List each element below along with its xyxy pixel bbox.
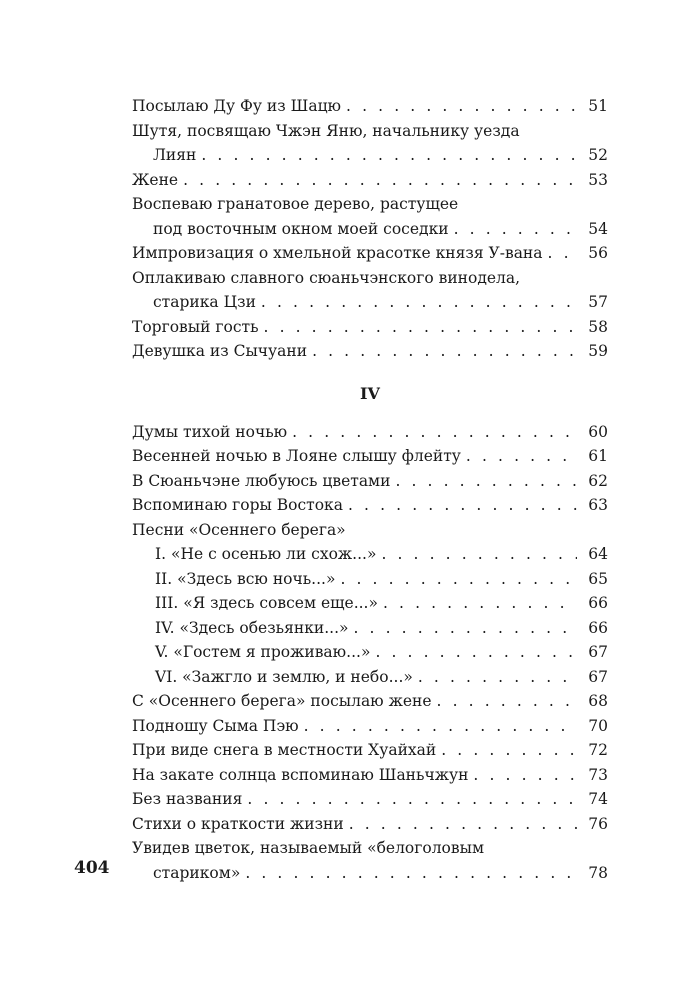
entry-title: Девушка из Сычуани bbox=[132, 342, 308, 360]
entry-title: Торговый гость bbox=[132, 317, 259, 336]
dot-leader bbox=[349, 812, 577, 837]
entry-page: 70 bbox=[588, 716, 608, 735]
entry-title: Жене bbox=[132, 170, 179, 189]
entry-page: 72 bbox=[588, 741, 608, 759]
entry-page: 59 bbox=[588, 342, 608, 360]
toc-subentry bbox=[132, 591, 608, 616]
dot-leader bbox=[383, 591, 577, 616]
dot-leader bbox=[183, 168, 577, 193]
entry-title: Весенней ночью в Лояне слышу флейту bbox=[132, 447, 461, 465]
dot-leader bbox=[340, 567, 577, 592]
entry-page: 76 bbox=[588, 814, 608, 833]
dot-leader bbox=[348, 493, 577, 518]
entry-title-line1: Оплакиваю славного сюаньчэнского винодела, bbox=[132, 268, 521, 287]
toc-entry bbox=[132, 119, 608, 168]
toc-entry bbox=[132, 738, 608, 763]
entry-page: 67 bbox=[588, 667, 608, 686]
dot-leader bbox=[466, 444, 577, 469]
entry-page: 60 bbox=[588, 422, 608, 441]
dot-leader bbox=[548, 241, 577, 266]
entry-page: 68 bbox=[588, 692, 608, 710]
toc-entry bbox=[132, 812, 608, 837]
dot-leader bbox=[441, 738, 577, 763]
entry-title: старика Цзи bbox=[153, 293, 256, 311]
entry-title: Подношу Сыма Пэю bbox=[132, 716, 299, 735]
toc-entry bbox=[132, 787, 608, 812]
dot-leader bbox=[247, 787, 577, 812]
dot-leader bbox=[395, 469, 577, 494]
toc-subentry bbox=[132, 616, 608, 641]
entry-title-line1: Увидев цветок, называемый «белоголовым bbox=[132, 839, 485, 857]
toc-entry bbox=[132, 339, 608, 364]
toc-entry bbox=[132, 420, 608, 445]
entry-page: 78 bbox=[588, 863, 608, 882]
entry-title: III. «Я здесь совсем еще...» bbox=[155, 594, 378, 612]
entry-title: На закате солнца вспоминаю Шаньчжун bbox=[132, 765, 469, 784]
entry-page: 63 bbox=[588, 496, 608, 514]
dot-leader bbox=[375, 640, 577, 665]
entry-title: Посылаю Ду Фу из Шацю bbox=[132, 97, 342, 115]
toc-entry bbox=[132, 714, 608, 739]
entry-page: 64 bbox=[588, 545, 608, 563]
table-of-contents bbox=[132, 94, 608, 885]
toc-entry bbox=[132, 493, 608, 518]
entry-page: 62 bbox=[588, 471, 608, 490]
entry-page: 73 bbox=[588, 765, 608, 784]
entry-title: IV. «Здесь обезьянки...» bbox=[155, 618, 349, 637]
dot-leader bbox=[201, 143, 577, 168]
entry-title-line1: Шутя, посвящаю Чжэн Яню, начальнику уезда bbox=[132, 121, 520, 140]
entry-page: 52 bbox=[588, 146, 608, 164]
toc-entry bbox=[132, 689, 608, 714]
toc-group-heading bbox=[132, 518, 608, 543]
toc-subentry bbox=[132, 665, 608, 690]
dot-leader bbox=[292, 420, 577, 445]
entry-title-line1: Воспеваю гранатовое дерево, растущее bbox=[132, 195, 459, 213]
toc-subentry bbox=[132, 542, 608, 567]
dot-leader bbox=[473, 763, 577, 788]
entry-page: 65 bbox=[588, 569, 608, 588]
dot-leader bbox=[354, 616, 578, 641]
toc-subentry bbox=[132, 640, 608, 665]
entry-page: 51 bbox=[588, 97, 608, 115]
entry-title: Песни «Осеннего берега» bbox=[132, 520, 346, 539]
entry-page: 67 bbox=[588, 643, 608, 661]
dot-leader bbox=[264, 315, 577, 340]
toc-entry bbox=[132, 836, 608, 885]
entry-title: V. «Гостем я проживаю...» bbox=[155, 643, 371, 661]
toc-entry bbox=[132, 444, 608, 469]
entry-title: VI. «Зажгло и землю, и небо...» bbox=[155, 667, 413, 686]
entry-title: Думы тихой ночью bbox=[132, 422, 288, 441]
entry-page: 66 bbox=[588, 594, 608, 612]
dot-leader bbox=[346, 94, 577, 119]
entry-page: 54 bbox=[588, 219, 608, 238]
dot-leader bbox=[312, 339, 577, 364]
toc-entry bbox=[132, 266, 608, 315]
entry-title: Вспоминаю горы Востока bbox=[132, 496, 343, 514]
entry-page: 74 bbox=[588, 790, 608, 808]
dot-leader bbox=[304, 714, 577, 739]
section-heading: IV bbox=[360, 383, 380, 403]
entry-page: 53 bbox=[588, 170, 608, 189]
entry-title: II. «Здесь всю ночь...» bbox=[155, 569, 336, 588]
entry-title: Стихи о краткости жизни bbox=[132, 814, 344, 833]
dot-leader bbox=[437, 689, 577, 714]
dot-leader bbox=[261, 290, 577, 315]
page-number: 404 bbox=[74, 858, 110, 878]
entry-title: стариком» bbox=[153, 863, 241, 882]
toc-entry bbox=[132, 469, 608, 494]
entry-title: I. «Не с осенью ли схож...» bbox=[155, 545, 377, 563]
entry-title: Лиян bbox=[153, 146, 197, 164]
toc-subentry bbox=[132, 567, 608, 592]
dot-leader bbox=[454, 217, 577, 242]
entry-title: под восточным окном моей соседки bbox=[153, 219, 449, 238]
entry-page: 58 bbox=[588, 317, 608, 336]
entry-title: В Сюаньчэне любуюсь цветами bbox=[132, 471, 391, 490]
toc-entry bbox=[132, 763, 608, 788]
entry-page: 56 bbox=[588, 244, 608, 262]
entry-page: 61 bbox=[588, 447, 608, 465]
toc-entry bbox=[132, 192, 608, 241]
entry-page: 66 bbox=[588, 618, 608, 637]
toc-entry bbox=[132, 94, 608, 119]
entry-title: При виде снега в местности Хуайхай bbox=[132, 741, 437, 759]
toc-entry bbox=[132, 315, 608, 340]
entry-page: 57 bbox=[588, 293, 608, 311]
dot-leader bbox=[418, 665, 577, 690]
entry-title: С «Осеннего берега» посылаю жене bbox=[132, 692, 432, 710]
dot-leader bbox=[245, 861, 577, 886]
toc-entry bbox=[132, 241, 608, 266]
dot-leader bbox=[381, 542, 577, 567]
toc-entry bbox=[132, 168, 608, 193]
entry-title: Без названия bbox=[132, 790, 243, 808]
entry-title: Импровизация о хмельной красотке князя У-вана bbox=[132, 244, 543, 262]
